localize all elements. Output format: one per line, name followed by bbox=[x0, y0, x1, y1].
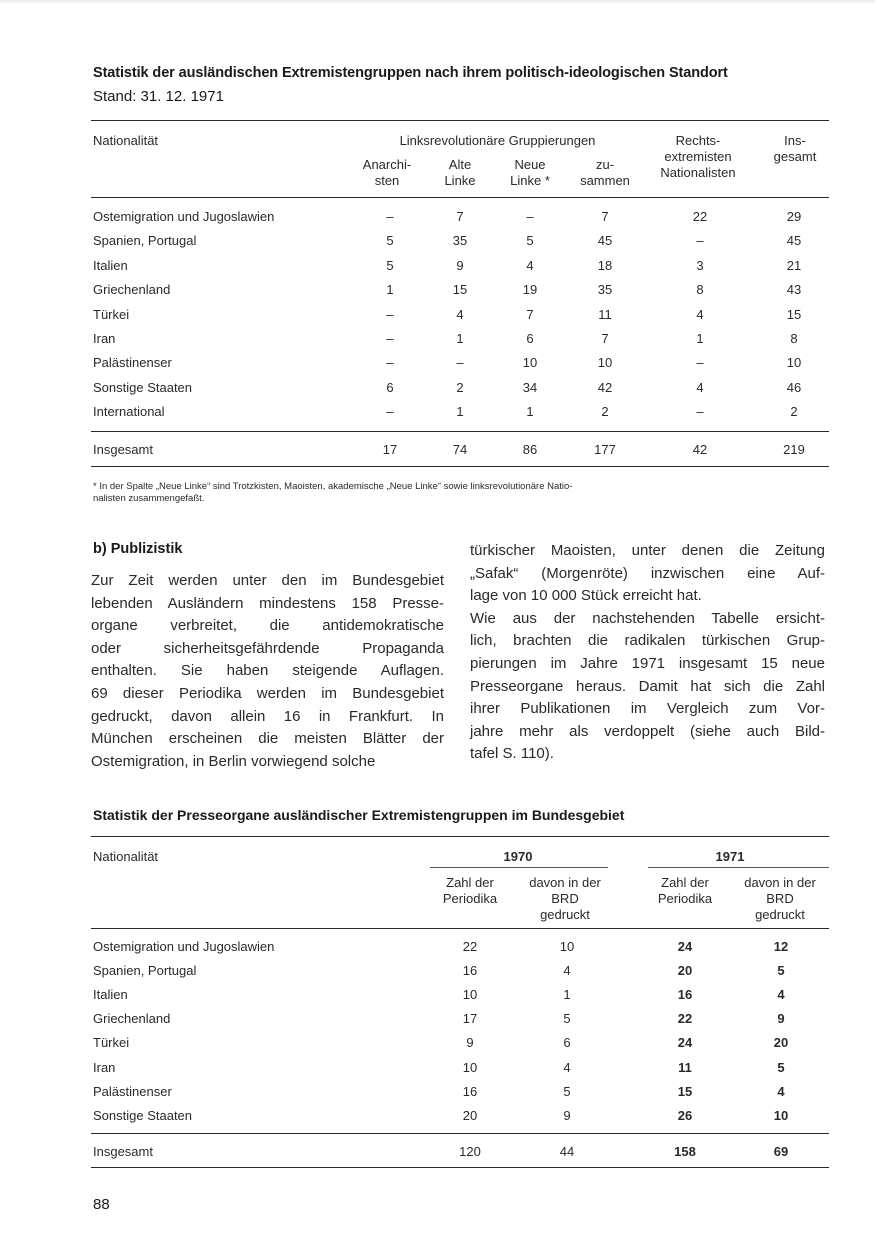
table1-cell-anarch: – bbox=[386, 404, 394, 420]
table2-total-d70: 44 bbox=[559, 1144, 575, 1159]
table1-cell-anarch: 6 bbox=[386, 379, 394, 395]
table2-cell-d71: 9 bbox=[777, 1011, 785, 1027]
table1-cell-anarch: – bbox=[386, 331, 394, 346]
table2-row-label: Türkei bbox=[93, 1035, 130, 1051]
table1-cell-zus: 42 bbox=[597, 379, 613, 395]
paragraph-line: Wie aus der nachstehenden Tabelle ersicht- bbox=[470, 609, 825, 627]
table2-total-z70: 120 bbox=[459, 1144, 481, 1159]
table2-row-label: Griechenland bbox=[93, 1011, 171, 1027]
table1-cell-zus: 35 bbox=[597, 282, 613, 298]
table2-cell-z70: 22 bbox=[462, 939, 478, 954]
table2-cell-z71: 20 bbox=[677, 963, 693, 979]
table1-cell-zus: 11 bbox=[598, 306, 612, 322]
table2-row-label: Spanien, Portugal bbox=[93, 963, 197, 979]
table2-cell-d71: 10 bbox=[773, 1107, 789, 1123]
table2-cell-z70: 10 bbox=[462, 987, 478, 1003]
table1-total-anarch: 17 bbox=[382, 442, 398, 457]
table2-cell-d70: 5 bbox=[563, 1011, 571, 1027]
table1-row-label: Türkei bbox=[93, 306, 130, 322]
table2-cell-d71: 20 bbox=[773, 1035, 789, 1051]
table2-total-d71: 69 bbox=[773, 1144, 789, 1159]
table1-cell-ins: 29 bbox=[786, 209, 802, 224]
table1-header-zusammen: zu- sammen bbox=[580, 157, 630, 188]
table2-bottom-rule bbox=[91, 1167, 829, 1168]
table2-cell-z71: 15 bbox=[677, 1083, 693, 1099]
table1-total-label: Insgesamt bbox=[93, 442, 153, 457]
paragraph-line: lage von 10 000 Stück erreicht hat. bbox=[470, 587, 702, 605]
table1-cell-neue: 5 bbox=[526, 233, 534, 249]
table1-top-rule bbox=[91, 120, 829, 121]
paragraph-line: jahre mehr als verdoppelt (siehe auch Bild- bbox=[470, 722, 825, 740]
table1-row-label: Sonstige Staaten bbox=[93, 379, 193, 395]
table1-cell-rechts: 3 bbox=[696, 257, 704, 273]
table1-cell-ins: 2 bbox=[790, 404, 798, 420]
table1-cell-zus: 2 bbox=[601, 404, 609, 420]
paragraph-line: organe verbreitet, die antidemokratische bbox=[91, 617, 444, 635]
table2-cell-d71: 5 bbox=[777, 963, 785, 979]
table2-cell-z71: 16 bbox=[677, 987, 693, 1003]
table1-footnote: * In der Spalte „Neue Linke“ sind Trotzkisten, Maoisten, akademische „Neue Linke“ sowie linksrevolutionäre Natio- nalisten zusammengefaßt. bbox=[93, 481, 573, 504]
table1-cell-rechts: 8 bbox=[696, 282, 704, 298]
paragraph-left bbox=[91, 570, 444, 773]
table1-header-nationality: Nationalität bbox=[93, 133, 159, 148]
table1-cell-neue: 10 bbox=[522, 355, 538, 371]
table2-top-rule bbox=[91, 836, 829, 837]
table1-cell-alte: 4 bbox=[456, 306, 464, 322]
table1-cell-neue: 19 bbox=[522, 282, 538, 298]
table1-header-anarchisten: Anarchi- sten bbox=[362, 157, 412, 188]
table1-title: Statistik der ausländischen Extremistengruppen nach ihrem politisch-ideologischen Standort bbox=[93, 65, 728, 81]
table2-cell-z70: 20 bbox=[462, 1107, 478, 1123]
table1-cell-ins: 15 bbox=[786, 306, 802, 322]
table1-header-insgesamt: Ins- gesamt bbox=[773, 133, 817, 164]
table1-row-label: Iran bbox=[93, 331, 116, 346]
table2-cell-z71: 22 bbox=[677, 1011, 693, 1027]
table2-cell-z71: 24 bbox=[677, 1035, 693, 1051]
table1-subtitle: Stand: 31. 12. 1971 bbox=[93, 88, 224, 105]
paragraph-line: oder sicherheitsgefährdende Propaganda bbox=[91, 639, 444, 657]
table2-total-label: Insgesamt bbox=[93, 1144, 153, 1159]
table2-row-label: Italien bbox=[93, 987, 128, 1003]
table2-header-1971: 1971 bbox=[715, 849, 745, 864]
table2-header-rule bbox=[91, 928, 829, 929]
table1-cell-alte: 9 bbox=[456, 257, 464, 273]
table2-cell-d70: 6 bbox=[563, 1035, 571, 1051]
table1-total-alte: 74 bbox=[452, 442, 468, 457]
table2-title: Statistik der Presseorgane ausländischer Extremistengruppen im Bundesgebiet bbox=[93, 807, 625, 823]
table1-cell-rechts: 4 bbox=[696, 306, 704, 322]
table2-cell-d70: 10 bbox=[559, 939, 575, 954]
table2-cell-z71: 24 bbox=[677, 939, 693, 954]
table1-cell-anarch: – bbox=[386, 355, 394, 371]
table2-cell-z71: 26 bbox=[677, 1107, 693, 1123]
table1-cell-ins: 10 bbox=[786, 355, 802, 371]
table1-cell-anarch: – bbox=[386, 306, 394, 322]
table2-cell-d71: 12 bbox=[773, 939, 789, 954]
table2-cell-d70: 5 bbox=[563, 1083, 571, 1099]
table1-cell-rechts: – bbox=[696, 404, 704, 420]
table2-1971-underline bbox=[648, 867, 829, 868]
table1-cell-anarch: 5 bbox=[386, 233, 394, 249]
table1-cell-anarch: 1 bbox=[386, 282, 394, 298]
paragraph-line: Presseorgane heraus. Damit hat sich die Zahl bbox=[470, 677, 825, 695]
table2-cell-d70: 1 bbox=[563, 987, 571, 1003]
paragraph-line: enthalten. Sie haben steigende Auflagen. bbox=[91, 662, 444, 680]
table1-cell-alte: 35 bbox=[452, 233, 468, 249]
table2-cell-z70: 16 bbox=[462, 1083, 478, 1099]
paragraph-line: türkischer Maoisten, unter denen die Zeitung bbox=[470, 542, 825, 559]
table2-row-label: Iran bbox=[93, 1059, 116, 1075]
table2-row-label: Sonstige Staaten bbox=[93, 1107, 193, 1123]
table2-row-label: Palästinenser bbox=[93, 1083, 172, 1099]
paragraph-line: gedruckt, davon allein 16 in Frankfurt. In bbox=[91, 707, 444, 725]
paragraph-line: Zur Zeit werden unter den im Bundesgebiet bbox=[91, 572, 444, 589]
table2-row-label: Ostemigration und Jugoslawien bbox=[93, 939, 275, 954]
table1-cell-rechts: 4 bbox=[696, 379, 704, 395]
table1-header-neue-linke: Neue Linke * bbox=[510, 157, 550, 188]
table1-header-alte-linke: Alte Linke bbox=[444, 157, 476, 188]
table1-row-label: Italien bbox=[93, 257, 128, 273]
table1-cell-rechts: – bbox=[696, 233, 704, 249]
table1-cell-alte: – bbox=[456, 355, 464, 371]
table2-header-davon-1971: davon in der BRD gedruckt bbox=[744, 875, 816, 922]
table2-header-davon-1970: davon in der BRD gedruckt bbox=[529, 875, 601, 922]
table1-total-zus: 177 bbox=[594, 442, 616, 457]
table1-cell-rechts: – bbox=[696, 355, 704, 371]
table1-cell-zus: 10 bbox=[597, 355, 613, 371]
table1-cell-ins: 45 bbox=[786, 233, 802, 249]
table1-cell-zus: 7 bbox=[601, 209, 609, 224]
table1-row-label: International bbox=[93, 404, 165, 420]
paragraph-line: tafel S. 110). bbox=[470, 745, 554, 763]
table1-cell-zus: 45 bbox=[597, 233, 613, 249]
table1-cell-neue: 7 bbox=[526, 306, 534, 322]
table1-bottom-rule bbox=[91, 466, 829, 467]
table1-cell-neue: 34 bbox=[522, 379, 538, 395]
table2-total-rule bbox=[91, 1133, 829, 1134]
table1-total-neue: 86 bbox=[522, 442, 538, 457]
table2-cell-d71: 5 bbox=[777, 1059, 785, 1075]
table2-cell-z70: 9 bbox=[466, 1035, 474, 1051]
table1-cell-neue: 1 bbox=[526, 404, 534, 420]
table2-cell-d70: 9 bbox=[563, 1107, 571, 1123]
table2-cell-d70: 4 bbox=[563, 1059, 571, 1075]
table1-cell-rechts: 22 bbox=[692, 209, 708, 224]
table1-row-label: Spanien, Portugal bbox=[93, 233, 197, 249]
table1-header-rechts: Rechts- extremisten Nationalisten bbox=[660, 133, 736, 180]
table1-header-group: Linksrevolutionäre Gruppierungen bbox=[399, 133, 596, 148]
table1-cell-rechts: 1 bbox=[696, 331, 704, 346]
table2-cell-z70: 10 bbox=[462, 1059, 478, 1075]
table2-header-zahl-1970: Zahl der Periodika bbox=[442, 875, 498, 906]
page-number: 88 bbox=[93, 1196, 110, 1213]
table2-cell-z71: 11 bbox=[678, 1059, 692, 1075]
table1-cell-alte: 7 bbox=[456, 209, 464, 224]
table1-cell-ins: 46 bbox=[786, 379, 802, 395]
paragraph-right bbox=[470, 540, 825, 766]
paragraph-line: 69 dieser Periodika werden im Bundesgebiet bbox=[91, 684, 444, 702]
table1-cell-alte: 2 bbox=[456, 379, 464, 395]
table1-cell-ins: 43 bbox=[786, 282, 802, 298]
table1-cell-neue: – bbox=[526, 209, 534, 224]
table1-cell-neue: 4 bbox=[526, 257, 534, 273]
paragraph-line: „Safak“ (Morgenröte) inzwischen eine Auf- bbox=[470, 564, 825, 582]
table1-cell-alte: 1 bbox=[456, 404, 464, 420]
table1-cell-ins: 8 bbox=[790, 331, 798, 346]
table1-cell-anarch: 5 bbox=[386, 257, 394, 273]
paragraph-line: München erscheinen die meisten Blätter der bbox=[91, 730, 444, 748]
section-heading: b) Publizistik bbox=[93, 541, 183, 557]
table2-header-nationality: Nationalität bbox=[93, 849, 159, 864]
table2-header-zahl-1971: Zahl der Periodika bbox=[657, 875, 713, 906]
table2-cell-d70: 4 bbox=[563, 963, 571, 979]
table1-cell-alte: 1 bbox=[456, 331, 464, 346]
table1-row-label: Palästinenser bbox=[93, 355, 172, 371]
table1-header-rule bbox=[91, 197, 829, 198]
table1-cell-zus: 18 bbox=[597, 257, 613, 273]
table1-total-rechts: 42 bbox=[692, 442, 708, 457]
table1-cell-anarch: – bbox=[386, 209, 394, 224]
table1-cell-alte: 15 bbox=[452, 282, 468, 298]
table1-cell-neue: 6 bbox=[526, 331, 534, 346]
paragraph-line: ihrer Publikationen im Vergleich zum Vor- bbox=[470, 700, 825, 718]
table1-total-rule bbox=[91, 431, 829, 432]
table2-cell-z70: 16 bbox=[462, 963, 478, 979]
paragraph-line: lebenden Ausländern mindestens 158 Presse- bbox=[91, 594, 444, 612]
table1-cell-ins: 21 bbox=[786, 257, 802, 273]
paragraph-line: lich, brachten die radikalen türkischen Grup- bbox=[470, 632, 825, 650]
scan-edge bbox=[0, 0, 875, 4]
table2-cell-d71: 4 bbox=[777, 987, 785, 1003]
table1-total-ins: 219 bbox=[783, 442, 805, 457]
table2-1970-underline bbox=[430, 867, 608, 868]
table1-row-label: Griechenland bbox=[93, 282, 171, 298]
table2-header-1970: 1970 bbox=[503, 849, 533, 864]
paragraph-line: pierungen im Jahre 1971 insgesamt 15 neue bbox=[470, 654, 825, 672]
table1-row-label: Ostemigration und Jugoslawien bbox=[93, 209, 275, 224]
paragraph-line: Ostemigration, in Berlin vorwiegend solche bbox=[91, 752, 376, 770]
table1-cell-zus: 7 bbox=[601, 331, 609, 346]
table2-cell-z70: 17 bbox=[462, 1011, 478, 1027]
table2-total-z71: 158 bbox=[674, 1144, 696, 1159]
table2-cell-d71: 4 bbox=[777, 1083, 785, 1099]
